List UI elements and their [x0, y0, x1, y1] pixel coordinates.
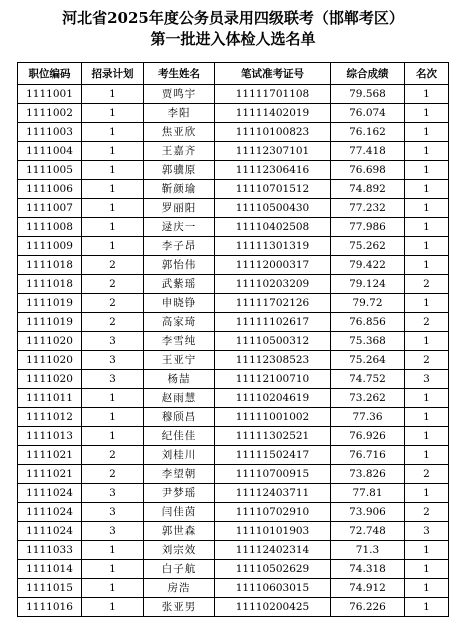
table-row	[18, 408, 449, 427]
table-row	[18, 104, 449, 123]
recruit-plan-cell: 1	[82, 85, 144, 104]
position-code-cell: 1111018	[18, 256, 82, 275]
rank-cell: 1	[405, 579, 449, 598]
candidate-name-cell: 穆颀昌	[144, 408, 215, 427]
candidate-name-cell: 尹梦瑶	[144, 484, 215, 503]
table-row	[18, 161, 449, 180]
exam-ticket-cell: 11110402508	[215, 218, 331, 237]
rank-cell: 2	[405, 503, 449, 522]
candidate-name-cell: 靳颜瑜	[144, 180, 215, 199]
exam-ticket-cell: 11110100823	[215, 123, 331, 142]
rank-cell: 1	[405, 237, 449, 256]
position-code-cell: 1111021	[18, 465, 82, 484]
candidate-name-cell: 李雪纯	[144, 332, 215, 351]
rank-cell: 1	[405, 180, 449, 199]
total-score-cell: 77.232	[331, 199, 405, 218]
rank-cell: 1	[405, 85, 449, 104]
position-code-cell: 1111019	[18, 294, 82, 313]
rank-cell: 2	[405, 465, 449, 484]
table-row	[18, 465, 449, 484]
exam-ticket-cell: 11112000317	[215, 256, 331, 275]
table-row	[18, 85, 449, 104]
exam-ticket-cell: 11111402019	[215, 104, 331, 123]
rank-cell: 1	[405, 446, 449, 465]
rank-cell: 1	[405, 123, 449, 142]
rank-cell: 1	[405, 408, 449, 427]
rank-cell: 1	[405, 484, 449, 503]
exam-ticket-cell: 11111701108	[215, 85, 331, 104]
total-score-cell: 73.906	[331, 503, 405, 522]
position-code-cell: 1111021	[18, 446, 82, 465]
position-code-cell: 1111015	[18, 579, 82, 598]
recruit-plan-cell: 1	[82, 427, 144, 446]
table-body	[18, 85, 449, 617]
total-score-cell: 79.124	[331, 275, 405, 294]
exam-ticket-cell: 11110500430	[215, 199, 331, 218]
position-code-cell: 1111024	[18, 503, 82, 522]
rank-cell: 1	[405, 598, 449, 617]
recruit-plan-cell: 1	[82, 389, 144, 408]
exam-ticket-cell: 11111301319	[215, 237, 331, 256]
recruit-plan-cell: 3	[82, 522, 144, 541]
position-code-cell: 1111016	[18, 598, 82, 617]
table-row	[18, 218, 449, 237]
table-row	[18, 446, 449, 465]
candidate-name-cell: 贾鸣宇	[144, 85, 215, 104]
rank-cell: 1	[405, 256, 449, 275]
total-score-cell: 76.074	[331, 104, 405, 123]
exam-ticket-cell: 11112308523	[215, 351, 331, 370]
rank-cell: 1	[405, 199, 449, 218]
recruit-plan-cell: 3	[82, 332, 144, 351]
candidate-name-cell: 李阳	[144, 104, 215, 123]
recruit-plan-cell: 3	[82, 370, 144, 389]
position-code-cell: 1111008	[18, 218, 82, 237]
rank-cell: 1	[405, 161, 449, 180]
position-code-cell: 1111004	[18, 142, 82, 161]
recruit-plan-cell: 2	[82, 256, 144, 275]
table-row	[18, 351, 449, 370]
exam-ticket-cell: 11110701512	[215, 180, 331, 199]
recruit-plan-cell: 1	[82, 142, 144, 161]
candidate-name-cell: 杨喆	[144, 370, 215, 389]
candidate-name-cell: 逯庆一	[144, 218, 215, 237]
total-score-cell: 79.568	[331, 85, 405, 104]
exam-ticket-cell: 11112100710	[215, 370, 331, 389]
header-rank: 名次	[405, 63, 449, 85]
table-row	[18, 579, 449, 598]
rank-cell: 1	[405, 560, 449, 579]
recruit-plan-cell: 1	[82, 598, 144, 617]
table-row	[18, 313, 449, 332]
total-score-cell: 79.422	[331, 256, 405, 275]
candidate-name-cell: 王亚宁	[144, 351, 215, 370]
table-row	[18, 199, 449, 218]
position-code-cell: 1111033	[18, 541, 82, 560]
exam-ticket-cell: 11112402314	[215, 541, 331, 560]
rank-cell: 2	[405, 351, 449, 370]
total-score-cell: 74.318	[331, 560, 405, 579]
table-row	[18, 332, 449, 351]
total-score-cell: 74.912	[331, 579, 405, 598]
header-total-score: 综合成绩	[331, 63, 405, 85]
total-score-cell: 76.856	[331, 313, 405, 332]
position-code-cell: 1111007	[18, 199, 82, 218]
candidate-name-cell: 武紫瑶	[144, 275, 215, 294]
exam-ticket-cell: 11110101903	[215, 522, 331, 541]
table-row	[18, 123, 449, 142]
rank-cell: 1	[405, 104, 449, 123]
total-score-cell: 75.264	[331, 351, 405, 370]
rank-cell: 1	[405, 142, 449, 161]
recruit-plan-cell: 2	[82, 465, 144, 484]
candidate-name-cell: 房浩	[144, 579, 215, 598]
total-score-cell: 76.162	[331, 123, 405, 142]
position-code-cell: 1111019	[18, 313, 82, 332]
position-code-cell: 1111014	[18, 560, 82, 579]
recruit-plan-cell: 1	[82, 180, 144, 199]
candidate-name-cell: 刘宗效	[144, 541, 215, 560]
recruit-plan-cell: 1	[82, 123, 144, 142]
total-score-cell: 77.986	[331, 218, 405, 237]
exam-ticket-cell: 11110700915	[215, 465, 331, 484]
exam-ticket-cell: 11110200425	[215, 598, 331, 617]
header-candidate-name: 考生姓名	[144, 63, 215, 85]
table-row	[18, 541, 449, 560]
rank-cell: 2	[405, 275, 449, 294]
table-row	[18, 294, 449, 313]
candidate-name-cell: 焦亚欣	[144, 123, 215, 142]
total-score-cell: 76.226	[331, 598, 405, 617]
rank-cell: 2	[405, 313, 449, 332]
exam-ticket-cell: 11110603015	[215, 579, 331, 598]
position-code-cell: 1111020	[18, 351, 82, 370]
exam-ticket-cell: 11111302521	[215, 427, 331, 446]
position-code-cell: 1111002	[18, 104, 82, 123]
candidate-name-cell: 高家琦	[144, 313, 215, 332]
table-row	[18, 180, 449, 199]
exam-ticket-cell: 11110702910	[215, 503, 331, 522]
exam-ticket-cell: 11111702126	[215, 294, 331, 313]
page-title: 河北省2025年度公务员录用四级联考（邯郸考区）	[62, 9, 404, 27]
rank-cell: 1	[405, 332, 449, 351]
rank-cell: 3	[405, 522, 449, 541]
total-score-cell: 73.262	[331, 389, 405, 408]
recruit-plan-cell: 2	[82, 294, 144, 313]
rank-cell: 1	[405, 294, 449, 313]
total-score-cell: 77.36	[331, 408, 405, 427]
total-score-cell: 75.368	[331, 332, 405, 351]
total-score-cell: 77.81	[331, 484, 405, 503]
candidate-table	[17, 62, 449, 617]
exam-ticket-cell: 11110502629	[215, 560, 331, 579]
recruit-plan-cell: 1	[82, 541, 144, 560]
table-row	[18, 427, 449, 446]
total-score-cell: 74.752	[331, 370, 405, 389]
candidate-name-cell: 郭骥原	[144, 161, 215, 180]
exam-ticket-cell: 11110203209	[215, 275, 331, 294]
total-score-cell: 76.926	[331, 427, 405, 446]
position-code-cell: 1111005	[18, 161, 82, 180]
recruit-plan-cell: 1	[82, 161, 144, 180]
position-code-cell: 1111024	[18, 484, 82, 503]
rank-cell: 1	[405, 427, 449, 446]
total-score-cell: 74.892	[331, 180, 405, 199]
candidate-name-cell: 闫佳茵	[144, 503, 215, 522]
position-code-cell: 1111020	[18, 370, 82, 389]
position-code-cell: 1111013	[18, 427, 82, 446]
candidate-name-cell: 赵雨慧	[144, 389, 215, 408]
candidate-name-cell: 刘桂川	[144, 446, 215, 465]
recruit-plan-cell: 1	[82, 408, 144, 427]
candidate-name-cell: 郭怡伟	[144, 256, 215, 275]
rank-cell: 3	[405, 370, 449, 389]
position-code-cell: 1111020	[18, 332, 82, 351]
exam-ticket-cell: 11112403711	[215, 484, 331, 503]
total-score-cell: 79.72	[331, 294, 405, 313]
recruit-plan-cell: 2	[82, 446, 144, 465]
total-score-cell: 71.3	[331, 541, 405, 560]
total-score-cell: 76.698	[331, 161, 405, 180]
position-code-cell: 1111006	[18, 180, 82, 199]
position-code-cell: 1111001	[18, 85, 82, 104]
table-row	[18, 256, 449, 275]
total-score-cell: 72.748	[331, 522, 405, 541]
table-row	[18, 598, 449, 617]
header-position-code: 职位编码	[18, 63, 82, 85]
position-code-cell: 1111012	[18, 408, 82, 427]
candidate-name-cell: 李望朝	[144, 465, 215, 484]
header-recruit-plan: 招录计划	[82, 63, 144, 85]
recruit-plan-cell: 2	[82, 313, 144, 332]
total-score-cell: 77.418	[331, 142, 405, 161]
table-row	[18, 522, 449, 541]
exam-ticket-cell: 11112306416	[215, 161, 331, 180]
rank-cell: 1	[405, 218, 449, 237]
recruit-plan-cell: 2	[82, 275, 144, 294]
recruit-plan-cell: 3	[82, 503, 144, 522]
position-code-cell: 1111018	[18, 275, 82, 294]
recruit-plan-cell: 1	[82, 218, 144, 237]
rank-cell: 1	[405, 541, 449, 560]
table-row	[18, 237, 449, 256]
exam-ticket-cell: 11110500312	[215, 332, 331, 351]
header-exam-ticket: 笔试准考证号	[215, 63, 331, 85]
exam-ticket-cell: 11111102617	[215, 313, 331, 332]
recruit-plan-cell: 1	[82, 104, 144, 123]
page-subtitle: 第一批进入体检人选名单	[150, 30, 316, 48]
table-row	[18, 503, 449, 522]
recruit-plan-cell: 1	[82, 560, 144, 579]
candidate-name-cell: 申晓铮	[144, 294, 215, 313]
table-row	[18, 370, 449, 389]
candidate-name-cell: 白子航	[144, 560, 215, 579]
table-header-row	[18, 63, 449, 85]
candidate-name-cell: 李子昂	[144, 237, 215, 256]
candidate-name-cell: 张亚男	[144, 598, 215, 617]
position-code-cell: 1111003	[18, 123, 82, 142]
table-row	[18, 484, 449, 503]
exam-ticket-cell: 11111001002	[215, 408, 331, 427]
table-row	[18, 275, 449, 294]
recruit-plan-cell: 3	[82, 484, 144, 503]
candidate-name-cell: 王嘉齐	[144, 142, 215, 161]
position-code-cell: 1111011	[18, 389, 82, 408]
position-code-cell: 1111024	[18, 522, 82, 541]
recruit-plan-cell: 3	[82, 351, 144, 370]
exam-ticket-cell: 11112307101	[215, 142, 331, 161]
recruit-plan-cell: 1	[82, 237, 144, 256]
rank-cell: 1	[405, 389, 449, 408]
exam-ticket-cell: 11110204619	[215, 389, 331, 408]
exam-ticket-cell: 11111502417	[215, 446, 331, 465]
total-score-cell: 76.716	[331, 446, 405, 465]
table-row	[18, 560, 449, 579]
table-row	[18, 142, 449, 161]
recruit-plan-cell: 1	[82, 199, 144, 218]
table-row	[18, 389, 449, 408]
position-code-cell: 1111009	[18, 237, 82, 256]
total-score-cell: 75.262	[331, 237, 405, 256]
recruit-plan-cell: 1	[82, 579, 144, 598]
candidate-name-cell: 纪佳佳	[144, 427, 215, 446]
candidate-name-cell: 罗丽阳	[144, 199, 215, 218]
total-score-cell: 73.826	[331, 465, 405, 484]
candidate-name-cell: 郭世森	[144, 522, 215, 541]
